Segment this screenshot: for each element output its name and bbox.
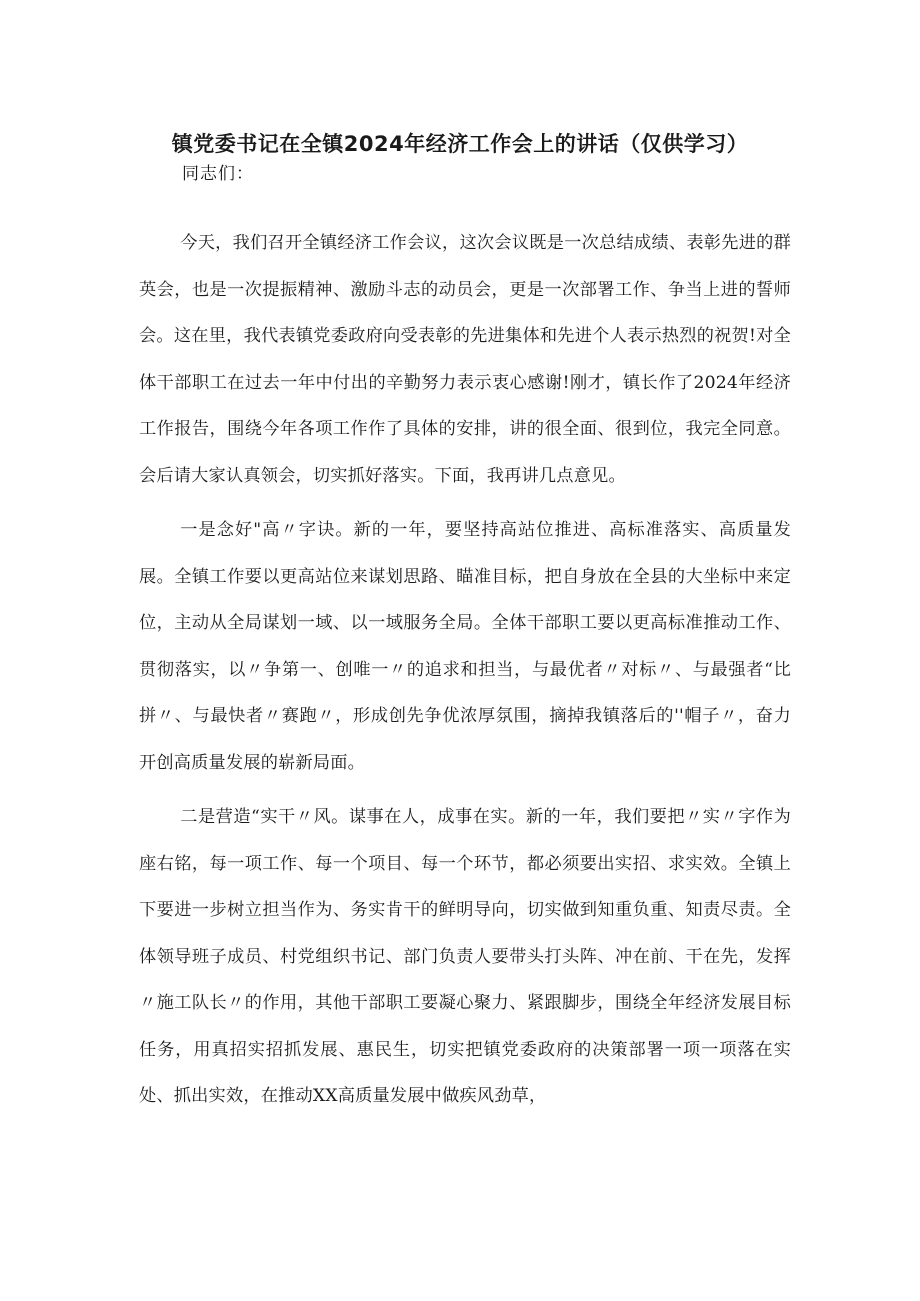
salutation: 同志们： bbox=[182, 164, 254, 184]
paragraph-point-one: 一是念好"高〃字诀。新的一年，要坚持高站位推进、高标准落实、高质量发展。全镇工作要以更高站位来谋划思路、瞄准目标，把自身放在全县的大坐标中来定位，主动从全局谋划一域、以一域服务全局。全体干部职工要以更高标准推动工作、贯彻落实，以〃争第一、创唯一〃的追求和担当，与最优者〃对标〃、与最强者“比拼〃、与最快者〃赛跑〃，形成创先争优浓厚氛围，摘掉我镇落后的''帽子〃，奋力开创高质量发展的崭新局面。 bbox=[139, 520, 791, 773]
paragraph-opening: 今天，我们召开全镇经济工作会议，这次会议既是一次总结成绩、表彰先进的群英会，也是一次提振精神、激励斗志的动员会，更是一次部署工作、争当上进的誓师会。这在里，我代表镇党委政府向受表彰的先进集体和先进个人表示热烈的祝贺!对全体干部职工在过去一年中付出的辛勤努力表示衷心感谢!刚才，镇长作了2024年经济工作报告，围绕今年各项工作作了具体的安排，讲的很全面、很到位，我完全同意。会后请大家认真领会，切实抓好落实。下面，我再讲几点意见。 bbox=[139, 233, 791, 486]
document-title: 镇党委书记在全镇2024年经济工作会上的讲话（仅供学习） bbox=[171, 132, 749, 156]
document-body bbox=[139, 220, 791, 1128]
paragraph-point-two: 二是营造“实干〃风。谋事在人，成事在实。新的一年，我们要把〃实〃字作为座右铭，每一项工作、每一个项目、每一个环节，都必须要出实招、求实效。全镇上下要进一步树立担当作为、务实肯干的鲜明导向，切实做到知重负重、知责尽责。全体领导班子成员、村党组织书记、部门负责人要带头打头阵、冲在前、干在先，发挥〃施工队长〃的作用，其他干部职工要凝心聚力、紧跟脚步，围绕全年经济发展目标任务，用真招实招抓发展、惠民生，切实把镇党委政府的决策部署一项一项落在实处、抓出实效，在推动XX高质量发展中做疾风劲草， bbox=[139, 807, 791, 1106]
